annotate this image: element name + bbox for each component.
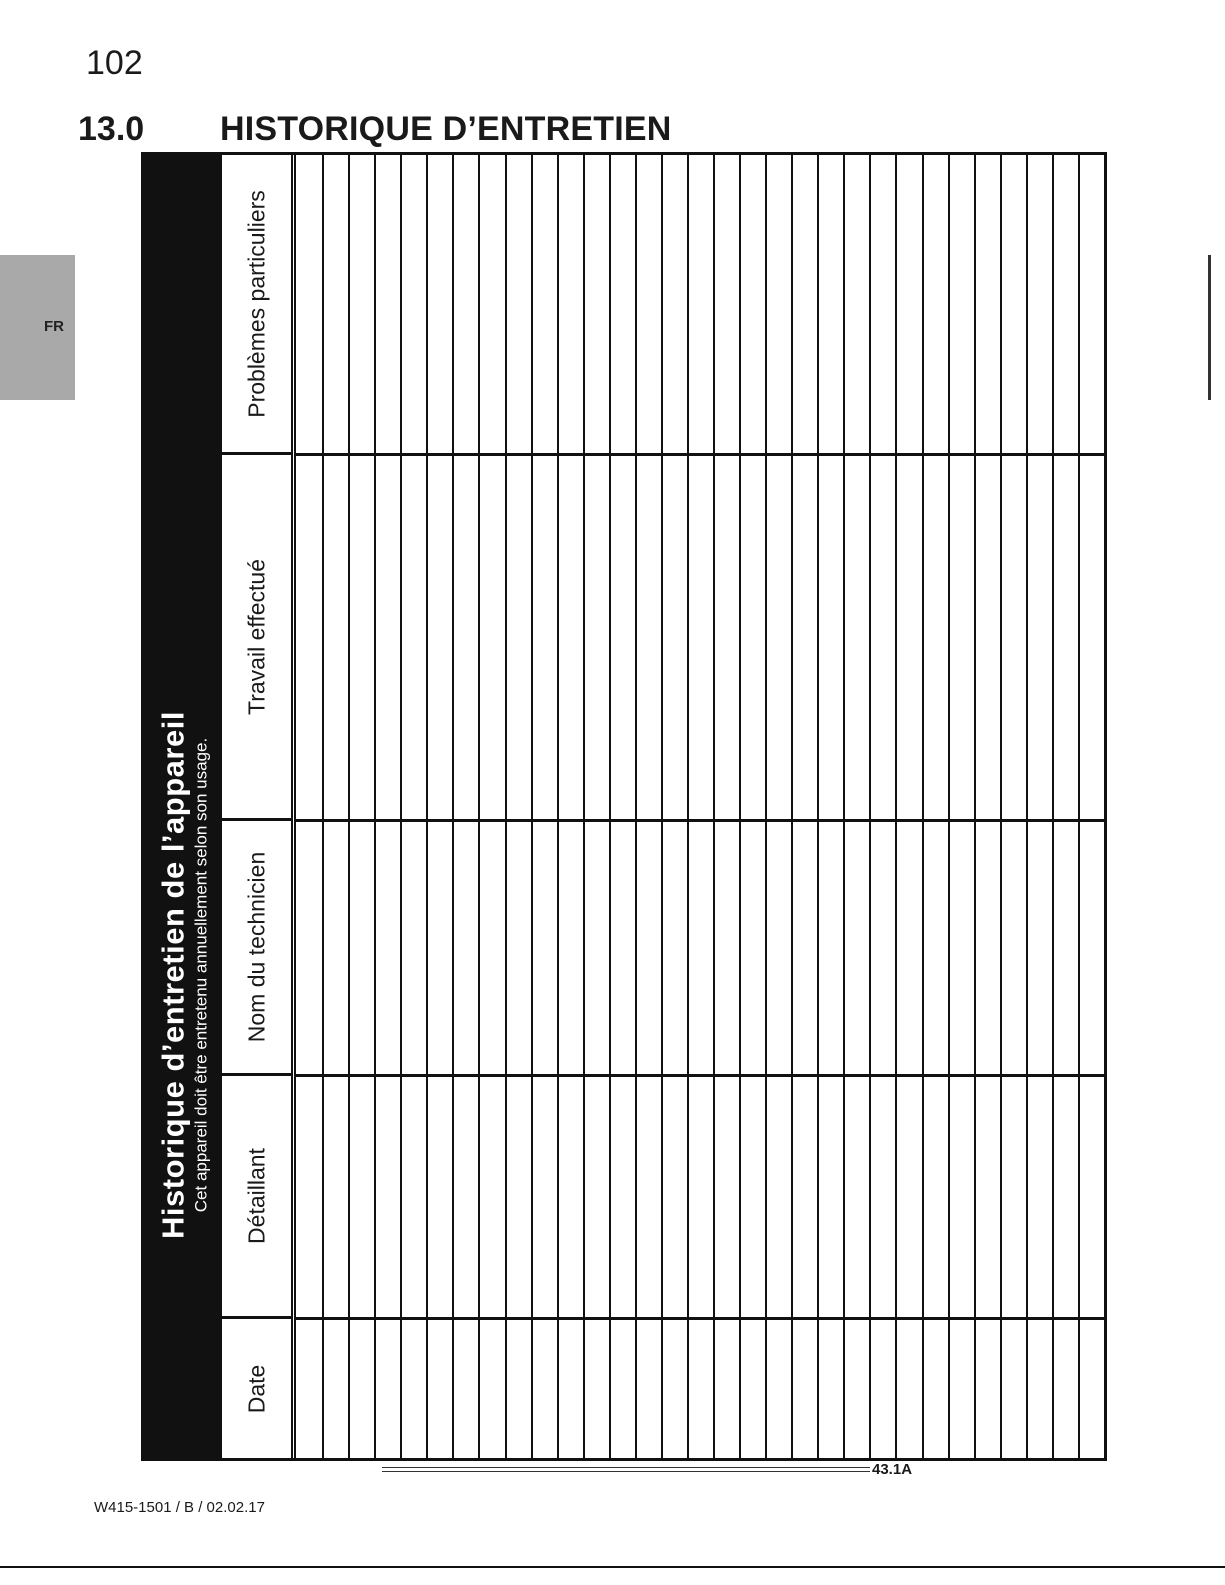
column-header-date <box>222 1319 291 1458</box>
entry-row-divider <box>687 155 689 1458</box>
entry-row-divider <box>400 155 402 1458</box>
column-header-travail <box>222 455 291 821</box>
entry-row-divider <box>661 155 663 1458</box>
column-header-label: Nom du technicien <box>243 851 269 1043</box>
column-header-label: Travail effectué <box>243 558 269 715</box>
document-code: W415-1501 / B / 02.02.17 <box>94 1499 265 1516</box>
column-header-problemes <box>222 155 291 455</box>
entry-row-divider <box>817 155 819 1458</box>
entry-row-divider <box>557 155 559 1458</box>
entry-row-divider <box>1078 155 1080 1458</box>
section-number: 13.0 <box>78 110 145 148</box>
log-entry-grid <box>296 155 1104 1458</box>
entry-row-divider <box>895 155 897 1458</box>
column-header-technicien <box>222 821 291 1076</box>
entry-row-divider <box>609 155 611 1458</box>
column-header-label: Détaillant <box>243 1148 269 1244</box>
log-title: Historique d’entretien de l’appareil <box>155 711 191 1239</box>
entry-row-divider <box>348 155 350 1458</box>
entry-row-divider <box>1000 155 1002 1458</box>
log-title-block <box>155 475 210 1475</box>
entry-row-divider <box>1052 155 1054 1458</box>
page-bottom-rule <box>0 1566 1225 1568</box>
entry-row-divider <box>713 155 715 1458</box>
entry-row-divider <box>478 155 480 1458</box>
column-header-detaillant <box>222 1076 291 1319</box>
edge-marker <box>1208 255 1211 400</box>
entry-row-divider <box>635 155 637 1458</box>
field-divider <box>296 453 1104 456</box>
entry-row-divider <box>739 155 741 1458</box>
entry-row-divider <box>869 155 871 1458</box>
figure-ref-rule <box>382 1467 870 1472</box>
entry-row-divider <box>974 155 976 1458</box>
entry-row-divider <box>531 155 533 1458</box>
field-divider <box>296 1074 1104 1077</box>
figure-ref: 43.1A <box>872 1461 913 1478</box>
entry-row-divider <box>922 155 924 1458</box>
entry-row-divider <box>765 155 767 1458</box>
log-subtitle: Cet appareil doit être entretenu annuellement selon son usage. <box>191 737 211 1213</box>
field-divider <box>296 1317 1104 1320</box>
entry-row-divider <box>426 155 428 1458</box>
entry-row-divider <box>583 155 585 1458</box>
entry-row-divider <box>374 155 376 1458</box>
entry-row-divider <box>948 155 950 1458</box>
maintenance-log-table <box>141 152 1107 1461</box>
entry-row-divider <box>1026 155 1028 1458</box>
log-title-band <box>144 155 222 1458</box>
column-header-label: Date <box>243 1364 269 1413</box>
language-tab <box>0 255 75 400</box>
entry-row-divider <box>322 155 324 1458</box>
column-header-label: Problèmes particuliers <box>243 189 269 418</box>
entry-row-divider <box>791 155 793 1458</box>
entry-row-divider <box>505 155 507 1458</box>
section-title: HISTORIQUE D’ENTRETIEN <box>220 110 672 148</box>
language-tab-label: FR <box>44 318 64 335</box>
entry-row-divider <box>843 155 845 1458</box>
page-number: 102 <box>86 44 143 82</box>
field-divider <box>296 819 1104 822</box>
entry-row-divider <box>452 155 454 1458</box>
column-header-strip <box>222 155 296 1458</box>
